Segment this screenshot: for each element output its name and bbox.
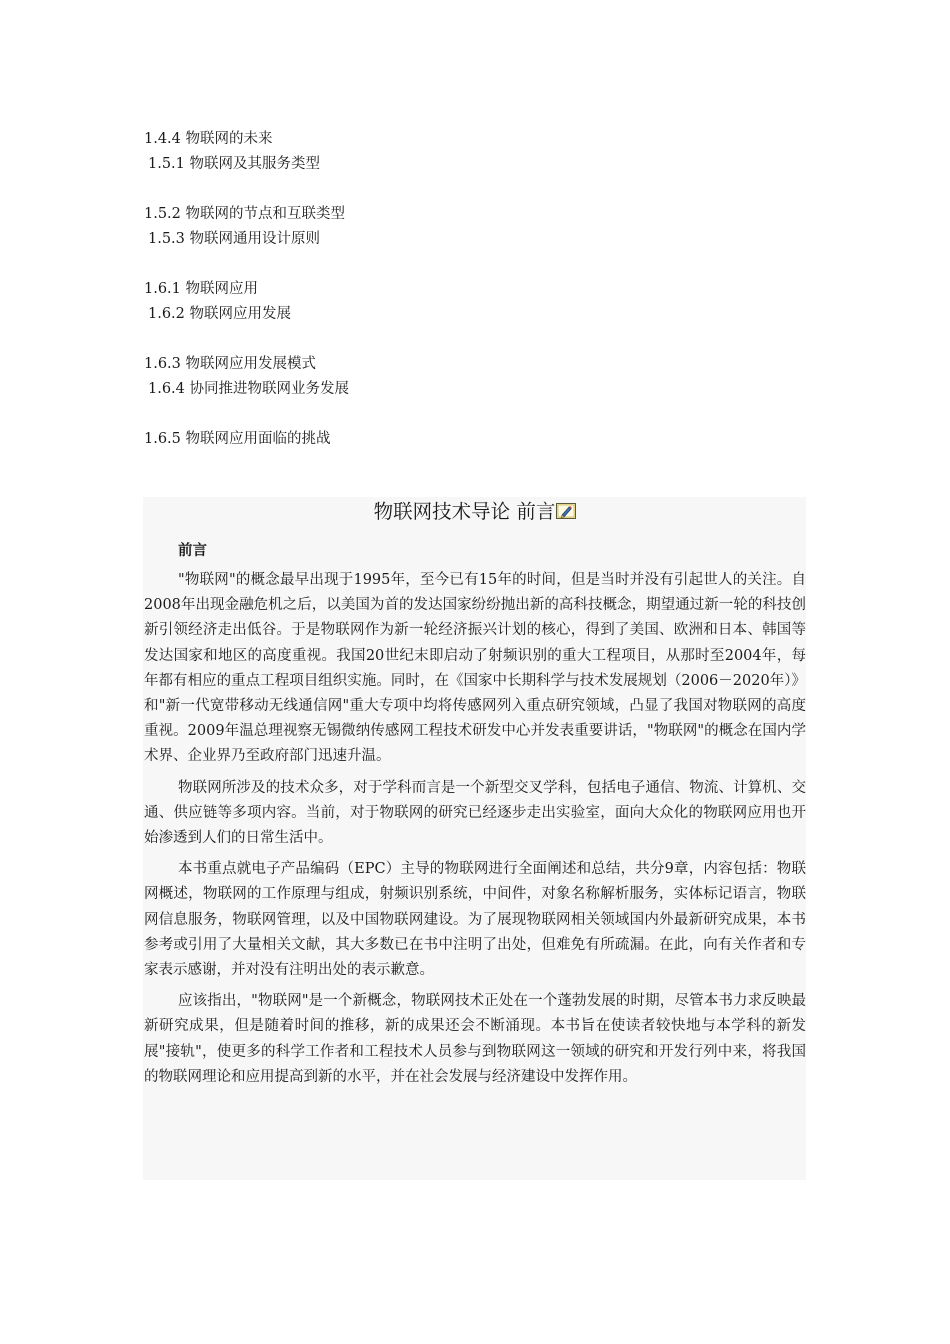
preface-paragraph: "物联网"的概念最早出现于1995年，至今已有15年的时间，但是当时并没有引起世人的关注。自2008年出现金融危机之后，以美国为首的发达国家纷纷抛出新的高科技概念，期望通过新一轮的科技创新引领经济走出低谷。于是物联网作为新一轮经济振兴计划的核心，得到了美国、欧洲和日本、韩国等发达国家和地区的高度重视。我国20世纪末即启动了射频识别的重大工程项目，从那时至2004年，每年都有相应的重点工程项目组织实施。同时，在《国家中长期科学与技术发展规划（2006－2020年）》和"新一代宽带移动无线通信网"重大专项中均将传感网列入重点研究领域，凸显了我国对物联网的高度重视。2009年温总理视察无锡微纳传感网工程技术研发中心并发表重要讲话，"物联网"的概念在国内学术界、企业界乃至政府部门迅速升温。: [144, 572, 806, 765]
preface-paragraph: 本书重点就电子产品编码（EPC）主导的物联网进行全面阐述和总结，共分9章，内容包括：物联网概述，物联网的工作原理与组成，射频识别系统，中间件，对象名称解析服务，实体标记语言，物联网信息服务，物联网管理，以及中国物联网建设。为了展现物联网相关领域国内外最新研究成果，本书参考或引用了大量相关文献，其大多数已在书中注明了出处，但难免有所疏漏。在此，向有关作者和专家表示感谢，并对没有注明出处的表示歉意。: [144, 861, 806, 979]
toc-item: 1.6.3 物联网应用发展模式: [144, 356, 317, 372]
toc-item: 1.4.4 物联网的未来: [144, 131, 273, 147]
preface-paragraph: 应该指出，"物联网"是一个新概念，物联网技术正处在一个蓬勃发展的时期，尽管本书力求反映最新研究成果，但是随着时间的推移，新的成果还会不断涌现。本书旨在使读者较快地与本学科的新发展"接轨"，使更多的科学工作者和工程技术人员参与到物联网这一领域的研究和开发行列中来，将我国的物联网理论和应用提高到新的水平，并在社会发展与经济建设中发挥作用。: [144, 993, 806, 1085]
toc-item: 1.5.1 物联网及其服务类型: [148, 156, 321, 172]
preface-body: [144, 568, 806, 1090]
toc-item: 1.6.4 协同推进物联网业务发展: [148, 381, 350, 397]
preface-paragraph: 物联网所涉及的技术众多，对于学科而言是一个新型交叉学科，包括电子通信、物流、计算机、交通、供应链等多项内容。当前，对于物联网的研究已经逐步走出实验室，面向大众化的物联网应用也开始渗透到人们的日常生活中。: [144, 779, 806, 847]
toc-item: 1.5.2 物联网的节点和互联类型: [144, 206, 346, 222]
toc-item: 1.6.2 物联网应用发展: [148, 306, 292, 322]
toc-spacer: [144, 327, 744, 352]
toc-spacer: [144, 252, 744, 277]
edit-pencil-icon[interactable]: [556, 500, 576, 516]
preface-title: [144, 499, 806, 529]
toc-spacer: [144, 177, 744, 202]
toc-item: 1.6.1 物联网应用: [144, 281, 259, 297]
toc-item: 1.5.3 物联网通用设计原则: [148, 231, 321, 247]
toc-item: 1.6.5 物联网应用面临的挑战: [144, 431, 331, 447]
preface-heading: 前言: [178, 543, 207, 559]
table-of-contents: [144, 127, 744, 452]
preface-title-text: 物联网技术导论 前言: [373, 500, 556, 523]
toc-spacer: [144, 402, 744, 427]
preface-section: [143, 497, 806, 1180]
